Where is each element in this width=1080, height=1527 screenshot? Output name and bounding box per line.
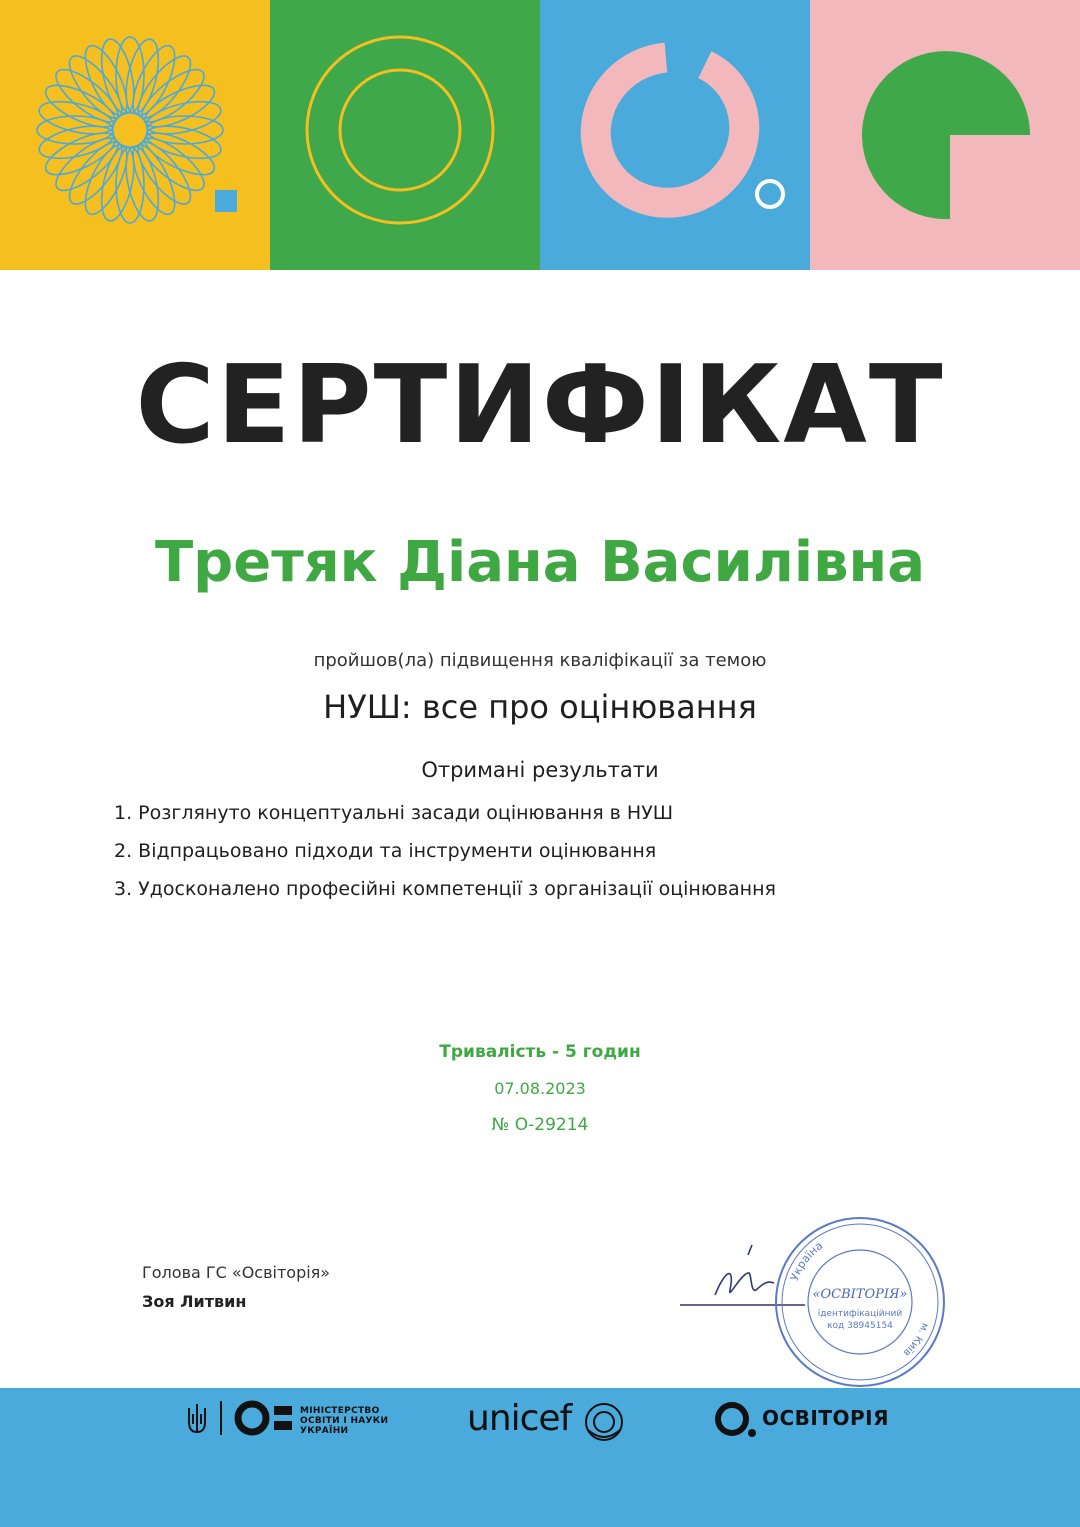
issue-date: 07.08.2023 [494, 1079, 586, 1098]
sunflower-petal [143, 120, 223, 164]
unicef-wordmark: unicef [467, 1398, 572, 1439]
osvitoria-logo-icon [712, 1400, 760, 1440]
certificate-number: № О-29214 [491, 1115, 589, 1135]
stamp-ring-text: Україна [787, 1238, 826, 1283]
stamp-code-label: ідентифікаційний [817, 1309, 903, 1319]
signatory-name: Зоя Литвин [142, 1292, 247, 1311]
certificate-title: СЕРТИФІКАТ [135, 343, 945, 468]
sunflower-petal [96, 36, 140, 116]
stamp-seal [770, 1212, 950, 1392]
results-list [114, 800, 1014, 914]
signatory-role: Голова ГС «Освіторія» [142, 1263, 331, 1282]
sunflower-icon [0, 0, 270, 270]
header-banner [0, 0, 1080, 270]
double-ring-icon [270, 0, 540, 270]
result-item: 1. Розглянуто концептуальні засади оцінювання в НУШ [114, 802, 674, 824]
stamp-code: код 38945154 [827, 1321, 893, 1331]
result-item: 2. Відпрацьовано підходи та інструменти оцінювання [114, 840, 657, 862]
logo-divider [220, 1401, 222, 1435]
ministry-logo-icon [234, 1398, 294, 1438]
sunflower-petal [96, 143, 140, 223]
course-topic: НУШ: все про оцінювання [323, 688, 757, 726]
duration-text: Тривалість - 5 годин [439, 1042, 641, 1062]
results-heading: Отримані результати [421, 758, 659, 782]
brush-ring-icon [540, 0, 810, 270]
result-item: 3. Удосконалено професійні компетенції з організації оцінювання [114, 878, 776, 900]
quarter-circle-icon [810, 0, 1080, 270]
blue-tile [540, 0, 810, 270]
stamp-center-name: «ОСВІТОРІЯ» [812, 1287, 908, 1302]
osvitoria-wordmark: ОСВІТОРІЯ [762, 1406, 890, 1430]
stamp-ring-city: м. Київ [900, 1321, 931, 1359]
intro-text: пройшов(ла) підвищення кваліфікації за темою [313, 650, 767, 671]
sunflower-petal [36, 96, 116, 140]
pink-tile [810, 0, 1080, 270]
yellow-tile [0, 0, 270, 270]
recipient-name: Третяк Діана Василівна [154, 530, 926, 595]
green-tile [270, 0, 540, 270]
trident-icon [186, 1402, 208, 1436]
ministry-name: МІНІСТЕРСТВО ОСВІТИ І НАУКИ УКРАЇНИ [300, 1406, 389, 1436]
unicef-emblem-icon [582, 1400, 626, 1444]
